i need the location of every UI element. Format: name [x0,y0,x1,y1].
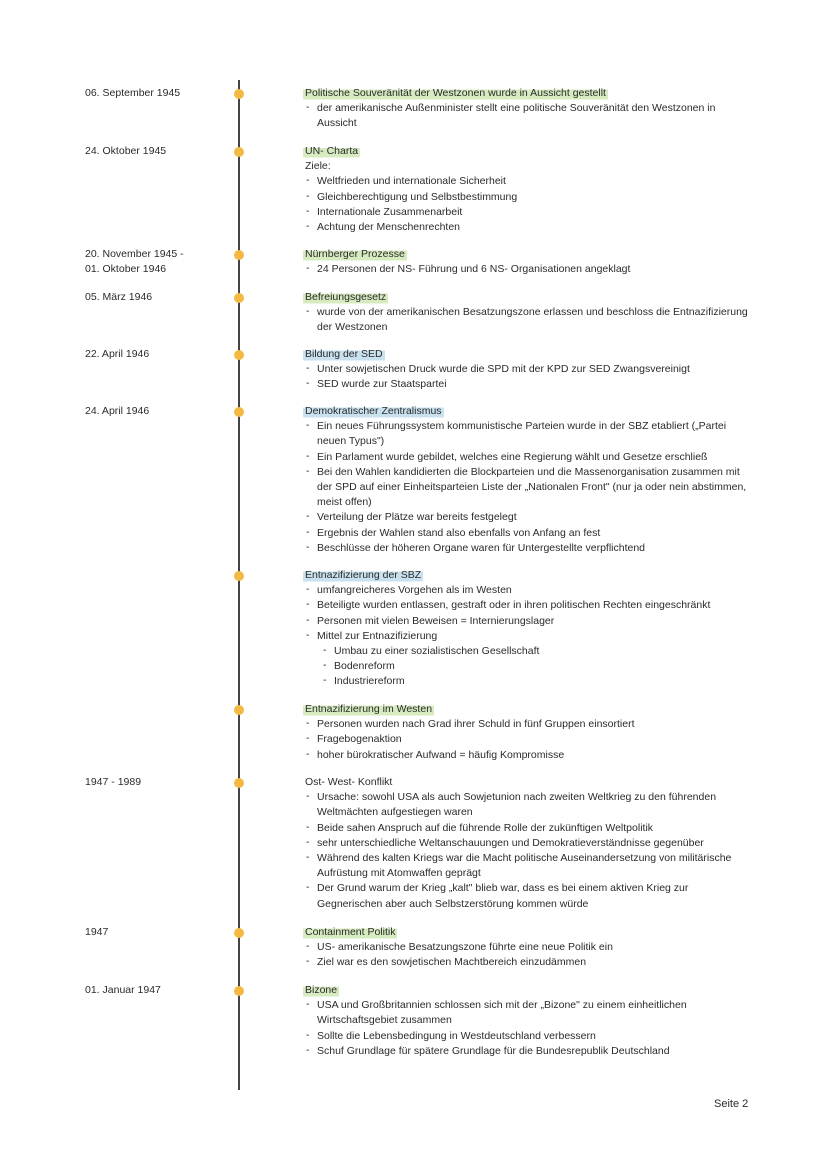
bullet-item: - Ursache: sowohl USA als auch Sowjetunion nach zweiten Weltkrieg zu den führenden Weltmächten aufgestiegen waren [305,790,750,820]
entry-date: 1947 [85,926,109,938]
bullet-list [305,998,750,1059]
entry-subheading: Ziele: [305,160,331,173]
entry-content [305,775,750,912]
timeline-dot [234,250,244,260]
bullet-item: - Verteilung der Plätze war bereits festgelegt [305,510,750,525]
timeline-dot [234,928,244,938]
bullet-list [305,101,750,131]
entry-date: 05. März 1946 [85,291,153,303]
entry-heading: Bizone [303,983,339,998]
entry-heading: Bildung der SED [303,347,385,362]
bullet-item: - sehr unterschiedliche Weltanschauungen und Demokratieverständnisse gegenüber [305,836,750,851]
entry-content [305,247,750,277]
sub-bullet-item: - Bodenreform [322,659,750,674]
entry-date: 01. Januar 1947 [85,984,161,996]
bullet-item: - Ergebnis der Wahlen stand also ebenfalls von Anfang an fest [305,526,750,541]
bullet-item: - Schuf Grundlage für spätere Grundlage für die Bundesrepublik Deutschland [305,1044,750,1059]
entry-content [305,144,750,235]
bullet-item: - Fragebogenaktion [305,732,750,747]
entry-date: 06. September 1945 [85,87,181,99]
timeline-dot [234,293,244,303]
bullet-item: - hoher bürokratischer Aufwand = häufig Kompromisse [305,748,750,763]
bullet-item: - Sollte die Lebensbedingung in Westdeutschland verbessern [305,1029,750,1044]
timeline-dot [234,705,244,715]
entry-content [305,568,750,690]
bullet-item: - Bei den Wahlen kandidierten die Blockparteien und die Massenorganisation zusammen mit der SPD auf einer Einheitsparteien Liste der „Nationalen Front" (nur ja oder nein abstimmen, meist offen) [305,465,750,511]
bullet-item: - umfangreicheres Vorgehen als im Westen [305,583,750,598]
page-number: Seite 2 [714,1098,749,1110]
timeline-dot [234,89,244,99]
bullet-item: - 24 Personen der NS- Führung und 6 NS- Organisationen angeklagt [305,262,750,277]
entry-date: 1947 - 1989 [85,776,142,788]
bullet-list [305,790,750,912]
timeline-dot [234,571,244,581]
entry-date: 24. April 1946 [85,405,150,417]
bullet-item: - Beide sahen Anspruch auf die führende Rolle der zukünftigen Weltpolitik [305,821,750,836]
entry-heading: Entnazifizierung der SBZ [303,568,423,583]
timeline-dot [234,147,244,157]
bullet-item: - Unter sowjetischen Druck wurde die SPD mit der KPD zur SED Zwangsvereinigt [305,362,750,377]
sub-bullet-item: - Umbau zu einer sozialistischen Gesellschaft [322,644,750,659]
entry-heading: Politische Souveränität der Westzonen wurde in Aussicht gestellt [303,86,608,101]
entry-heading: Nürnberger Prozesse [303,247,407,262]
bullet-item: - USA und Großbritannien schlossen sich mit der „Bizone" zu einem einheitlichen Wirtschaftsgebiet zusammen [305,998,750,1028]
timeline-dot [234,986,244,996]
bullet-list [305,940,750,970]
entry-date: 20. November 1945 - 01. Oktober 1946 [85,248,184,275]
bullet-item: - Beteiligte wurden entlassen, gestraft oder in ihren politischen Rechten eingeschränkt [305,598,750,613]
bullet-item: - SED wurde zur Staatspartei [305,377,750,392]
entry-heading: Containment Politik [303,925,397,940]
bullet-item: - Ein Parlament wurde gebildet, welches eine Regierung wählt und Gesetze erschließ [305,450,750,465]
bullet-item: - Personen mit vielen Beweisen = Internierungslager [305,614,750,629]
entry-date: 22. April 1946 [85,348,150,360]
timeline-dot [234,350,244,360]
bullet-list [305,717,750,763]
entry-heading: Entnazifizierung im Westen [303,702,434,717]
entry-heading: Befreiungsgesetz [303,290,388,305]
entry-content [305,290,750,336]
bullet-item: - Achtung der Menschenrechten [305,220,750,235]
bullet-item: - Weltfrieden und internationale Sicherheit [305,174,750,189]
bullet-list [305,262,750,277]
bullet-item: - Beschlüsse der höheren Organe waren für Untergestellte verpflichtend [305,541,750,556]
timeline-dot [234,778,244,788]
entry-heading: Ost- West- Konflikt [305,776,393,788]
entry-date: 24. Oktober 1945 [85,145,167,157]
bullet-item: - Mittel zur Entnazifizierung [305,629,750,644]
bullet-item: - Ziel war es den sowjetischen Machtbereich einzudämmen [305,955,750,970]
bullet-item: - Personen wurden nach Grad ihrer Schuld in fünf Gruppen einsortiert [305,717,750,732]
entry-heading: UN- Charta [303,144,360,159]
bullet-list [305,583,750,689]
bullet-list [305,362,750,392]
bullet-list [305,305,750,335]
entry-content [305,404,750,556]
timeline-line [238,80,240,1090]
bullet-list [305,419,750,556]
bullet-item: - US- amerikanische Besatzungszone führte eine neue Politik ein [305,940,750,955]
bullet-item: - der amerikanische Außenminister stellt eine politische Souveränität den Westzonen in Aussicht [305,101,750,131]
entry-content [305,347,750,393]
bullet-list [305,174,750,235]
bullet-item: - Ein neues Führungssystem kommunistische Parteien wurde in der SBZ etabliert („Partei neuen Typus") [305,419,750,449]
bullet-item: - Internationale Zusammenarbeit [305,205,750,220]
timeline-dot [234,407,244,417]
entry-content [305,86,750,132]
sub-bullet-item: - Industriereform [322,674,750,689]
bullet-item: - Gleichberechtigung und Selbstbestimmung [305,190,750,205]
bullet-item: - Der Grund warum der Krieg „kalt" blieb war, dass es bei einem aktiven Krieg zur Gegnerischen aber auch Selbstzerstörung kommen würde [305,881,750,911]
bullet-item: - Während des kalten Kriegs war die Macht politische Auseinandersetzung von militärische Aufrüstung mit Atomwaffen geprägt [305,851,750,881]
entry-content [305,983,750,1059]
entry-content [305,925,750,971]
entry-content [305,702,750,763]
bullet-item: - wurde von der amerikanischen Besatzungszone erlassen und beschloss die Entnazifizierung der Westzonen [305,305,750,335]
entry-heading: Demokratischer Zentralismus [303,404,444,419]
